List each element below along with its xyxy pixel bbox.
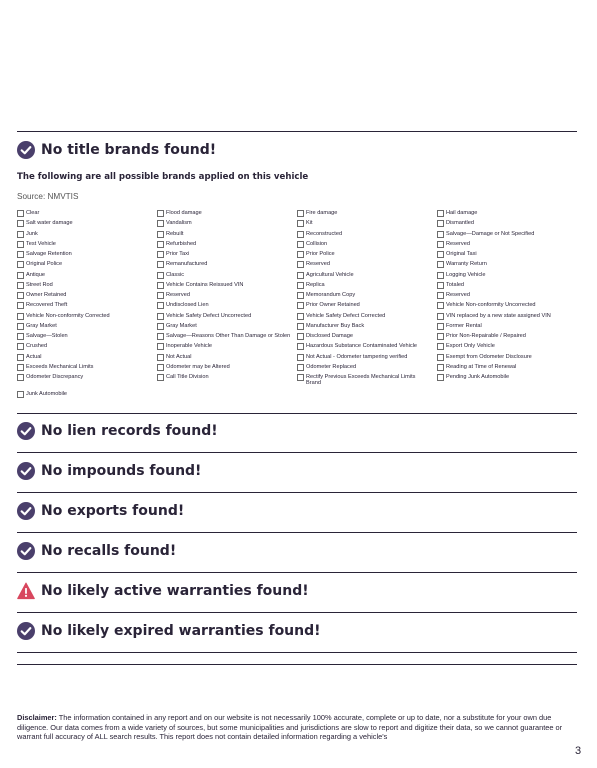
- checkbox-icon: [297, 364, 304, 371]
- brand-checkbox-item: [297, 354, 407, 361]
- brand-label: Undisclosed Lien: [166, 302, 209, 309]
- brand-label: Junk Automobile: [26, 391, 68, 397]
- brand-checkbox-item: [437, 210, 477, 217]
- brand-label: Former Rental: [446, 322, 482, 329]
- checkbox-icon: [437, 343, 444, 350]
- divider: [17, 664, 577, 665]
- brand-label: Call Title Division: [166, 374, 209, 380]
- divider: [17, 131, 577, 132]
- brand-checkbox-item: [17, 374, 83, 381]
- brand-label: Not Actual: [166, 353, 192, 360]
- brand-label: Vehicle Non-conformity Uncorrected: [446, 302, 536, 309]
- checkbox-icon: [157, 251, 164, 258]
- brand-label: Reconstructed: [306, 230, 343, 237]
- brand-label: Recovered Theft: [26, 302, 68, 309]
- brand-checkbox-item: [297, 251, 335, 258]
- checkbox-icon: [157, 292, 164, 299]
- checkbox-icon: [157, 354, 164, 361]
- brand-checkbox-item: [437, 220, 474, 227]
- brand-checkbox-item: [297, 364, 356, 371]
- checkbox-icon: [297, 251, 304, 258]
- brand-checkbox-item: [437, 261, 487, 268]
- brand-label: Clear: [26, 210, 40, 216]
- checkbox-icon: [17, 292, 24, 299]
- checkbox-icon: [157, 241, 164, 248]
- brand-label: Rebuilt: [166, 230, 184, 237]
- checkbox-icon: [157, 220, 164, 227]
- brand-label: Fire damage: [306, 210, 338, 216]
- brand-checkbox-item: [157, 272, 184, 279]
- checkbox-icon: [437, 364, 444, 371]
- brand-checkbox-item: [297, 282, 325, 289]
- brand-checkbox-item: [437, 251, 477, 258]
- check-circle-icon: [17, 622, 35, 640]
- brand-label: Crushed: [26, 343, 48, 350]
- brand-label: Reserved: [446, 240, 470, 247]
- checkbox-icon: [157, 261, 164, 268]
- brand-label: Hazardous Substance Contaminated Vehicle: [306, 343, 418, 350]
- brand-checkbox-item: [17, 343, 47, 350]
- brand-label: Not Actual - Odometer tampering verified: [306, 353, 408, 360]
- brand-checkbox-item: [17, 302, 67, 309]
- checkbox-icon: [437, 210, 444, 217]
- section-expired-warranties: [17, 620, 321, 642]
- checkbox-icon: [157, 323, 164, 330]
- brand-label: Prior Owner Retained: [306, 302, 360, 309]
- disclaimer-label: Disclaimer:: [17, 713, 57, 722]
- checkbox-icon: [437, 231, 444, 238]
- brand-checkbox-item: [17, 220, 73, 227]
- section-recalls: [17, 540, 176, 562]
- section-heading: No exports found!: [41, 503, 185, 519]
- brands-subheading: The following are all possible brands applied on this vehicle: [17, 172, 309, 182]
- brand-checkbox-item: [437, 364, 516, 371]
- checkbox-icon: [297, 292, 304, 299]
- brand-checkbox-item: [157, 251, 189, 258]
- brand-label: Disclosed Damage: [306, 333, 353, 339]
- brand-checkbox-item: [297, 333, 353, 340]
- checkbox-icon: [297, 241, 304, 248]
- brand-checkbox-item: [17, 251, 72, 258]
- checkbox-icon: [17, 241, 24, 248]
- brand-checkbox-item: [17, 241, 56, 248]
- brand-label: Remanufactured: [166, 261, 208, 268]
- brand-label: Rectify Previous Exceeds Mechanical Limits Brand: [306, 374, 416, 387]
- brand-checkbox-item: [297, 374, 431, 387]
- brand-checkbox-item: [437, 231, 534, 238]
- checkbox-icon: [17, 231, 24, 238]
- brand-checkbox-item: [157, 231, 183, 238]
- brand-checkbox-item: [157, 354, 192, 361]
- brand-label: Collision: [306, 240, 328, 247]
- brand-label: Classic: [166, 271, 185, 278]
- brand-label: Salt water damage: [26, 220, 73, 227]
- brand-label: Manufacturer Buy Back: [306, 322, 365, 329]
- brand-checkbox-item: [157, 292, 190, 299]
- page-number: 3: [575, 745, 582, 757]
- checkbox-icon: [17, 333, 24, 340]
- brand-checkbox-item: [17, 272, 45, 279]
- brand-label: Prior Police: [306, 251, 335, 257]
- brand-checkbox-item: [157, 261, 207, 268]
- section-heading: No recalls found!: [41, 543, 177, 559]
- divider: [17, 532, 577, 533]
- brand-checkbox-item: [157, 210, 202, 217]
- checkbox-icon: [17, 391, 24, 398]
- brand-checkbox-item: [437, 241, 470, 248]
- brand-label: Replica: [306, 281, 325, 288]
- checkbox-icon: [17, 272, 24, 279]
- brand-label: Street Rod: [26, 281, 53, 288]
- divider: [17, 492, 577, 493]
- checkbox-icon: [297, 323, 304, 330]
- brand-checkbox-item: [17, 364, 93, 371]
- brand-label: Gray Market: [166, 322, 197, 329]
- brand-label: Vehicle Non-conformity Corrected: [26, 312, 110, 319]
- brand-checkbox-item: [297, 241, 327, 248]
- brand-checkbox-item: [437, 333, 526, 340]
- brand-checkbox-item: [437, 292, 470, 299]
- checkbox-icon: [437, 333, 444, 340]
- brand-checkbox-item: [17, 210, 39, 217]
- divider: [17, 452, 577, 453]
- brand-label: Reserved: [446, 292, 470, 298]
- checkbox-icon: [17, 364, 24, 371]
- brand-checkbox-item: [437, 272, 486, 279]
- brands-source: Source: NMVTIS: [17, 192, 79, 201]
- brand-label: Vehicle Safety Defect Uncorrected: [166, 312, 252, 319]
- brand-checkbox-item: [17, 333, 68, 340]
- checkbox-icon: [297, 302, 304, 309]
- brand-checkbox-item: [17, 231, 38, 238]
- checkbox-icon: [157, 282, 164, 289]
- checkbox-icon: [157, 374, 164, 381]
- checkbox-icon: [297, 210, 304, 217]
- section-liens: [17, 420, 218, 442]
- divider: [17, 652, 577, 653]
- brand-label: Inoperable Vehicle: [166, 343, 213, 350]
- brand-label: Memorandum Copy: [306, 292, 356, 298]
- brand-label: Exempt from Odometer Disclosure: [446, 353, 532, 360]
- brand-checkbox-item: [297, 302, 360, 309]
- checkbox-icon: [297, 220, 304, 227]
- brand-label: Odometer Discrepancy: [26, 374, 84, 380]
- brand-label: Junk: [26, 230, 38, 237]
- brand-label: Hail damage: [446, 210, 478, 216]
- brand-label: Vandalism: [166, 220, 192, 227]
- brand-checkbox-item: [17, 282, 53, 289]
- checkbox-icon: [157, 302, 164, 309]
- checkbox-icon: [297, 313, 304, 320]
- brand-checkbox-item: [157, 323, 197, 330]
- checkbox-icon: [437, 354, 444, 361]
- checkbox-icon: [17, 313, 24, 320]
- brand-checkbox-item: [297, 292, 355, 299]
- brand-label: Totaled: [446, 281, 465, 288]
- divider: [17, 612, 577, 613]
- disclaimer: [17, 713, 567, 742]
- section-heading: No likely active warranties found!: [41, 583, 309, 599]
- check-circle-icon: [17, 542, 35, 560]
- brand-checkbox-item: [297, 220, 313, 227]
- brand-label: Prior Non-Repairable / Repaired: [446, 333, 526, 339]
- checkbox-icon: [437, 313, 444, 320]
- section-title-brands: [17, 139, 216, 161]
- checkbox-icon: [17, 343, 24, 350]
- brand-checkbox-item: [157, 220, 192, 227]
- checkbox-icon: [297, 354, 304, 361]
- brand-checkbox-item: [157, 241, 196, 248]
- brand-checkbox-item: [297, 210, 337, 217]
- brand-label: Flood damage: [166, 210, 202, 216]
- brand-checkbox-item: [437, 282, 464, 289]
- brand-label: Odometer may be Altered: [166, 363, 230, 370]
- brand-label: Salvage—Stolen: [26, 333, 68, 339]
- check-circle-icon: [17, 141, 35, 159]
- brand-label: Vehicle Safety Defect Corrected: [306, 312, 386, 319]
- checkbox-icon: [437, 272, 444, 279]
- brand-label: Antique: [26, 271, 45, 278]
- brand-checkbox-item: [17, 313, 110, 320]
- brand-label: Dismantled: [446, 220, 474, 227]
- brand-label: Reading at Time of Renewal: [446, 363, 517, 370]
- checkbox-icon: [17, 354, 24, 361]
- divider: [17, 413, 577, 414]
- brand-label: Odometer Replaced: [306, 363, 357, 370]
- brand-label: Reserved: [306, 261, 330, 268]
- brand-checkbox-item: [297, 323, 364, 330]
- brand-label: Prior Taxi: [166, 251, 190, 257]
- checkbox-icon: [437, 241, 444, 248]
- brand-label: VIN replaced by a new state assigned VIN: [446, 312, 551, 319]
- brand-checkbox-item: [157, 333, 290, 340]
- brand-label: Export Only Vehicle: [446, 343, 495, 350]
- check-circle-icon: [17, 502, 35, 520]
- brand-checkbox-item: [437, 302, 536, 309]
- brand-checkbox-item: [17, 323, 57, 330]
- checkbox-icon: [437, 251, 444, 258]
- checkbox-icon: [17, 251, 24, 258]
- checkbox-icon: [17, 374, 24, 381]
- checkbox-icon: [437, 374, 444, 381]
- checkbox-icon: [297, 261, 304, 268]
- checkbox-icon: [157, 364, 164, 371]
- brand-label: Salvage—Reasons Other Than Damage or Stolen: [166, 333, 291, 339]
- brand-checkbox-item: [17, 292, 66, 299]
- brand-label: Warranty Return: [446, 261, 487, 268]
- checkbox-icon: [437, 220, 444, 227]
- brand-label: Pending Junk Automobile: [446, 374, 510, 380]
- brand-checkbox-item: [437, 354, 532, 361]
- warning-triangle-icon: [17, 582, 35, 600]
- brand-label: Original Police: [26, 261, 63, 268]
- brand-label: Kit: [306, 220, 313, 227]
- brand-checkbox-item: [437, 323, 482, 330]
- checkbox-icon: [297, 333, 304, 340]
- divider: [17, 572, 577, 573]
- brand-label: Agricultural Vehicle: [306, 271, 354, 278]
- brand-checkbox-item: [297, 343, 417, 350]
- checkbox-icon: [17, 302, 24, 309]
- brand-checkbox-item: [297, 231, 342, 238]
- checkbox-icon: [297, 343, 304, 350]
- section-heading: No lien records found!: [41, 423, 218, 439]
- brand-label: Salvage—Damage or Not Specified: [446, 230, 535, 237]
- checkbox-icon: [157, 343, 164, 350]
- brand-label: Gray Market: [26, 322, 57, 329]
- brand-label: Vehicle Contains Reissued VIN: [166, 281, 244, 288]
- brand-checkbox-item: [17, 261, 62, 268]
- check-circle-icon: [17, 422, 35, 440]
- brand-checkbox-item: [437, 374, 509, 381]
- checkbox-icon: [437, 323, 444, 330]
- brand-checkbox-item: [157, 313, 251, 320]
- checkbox-icon: [437, 282, 444, 289]
- checkbox-icon: [157, 272, 164, 279]
- brand-label: Original Taxi: [446, 251, 477, 257]
- checkbox-icon: [437, 302, 444, 309]
- checkbox-icon: [297, 282, 304, 289]
- section-active-warranties: [17, 580, 309, 602]
- section-heading: No likely expired warranties found!: [41, 623, 321, 639]
- check-circle-icon: [17, 462, 35, 480]
- brand-checkbox-item: [17, 391, 67, 398]
- section-heading: No title brands found!: [41, 142, 217, 158]
- brand-checkbox-item: [157, 302, 209, 309]
- checkbox-icon: [157, 313, 164, 320]
- brand-label: Exceeds Mechanical Limits: [26, 363, 94, 370]
- checkbox-icon: [17, 323, 24, 330]
- checkbox-icon: [437, 261, 444, 268]
- brand-label: Owner Retained: [26, 292, 67, 298]
- brand-checkbox-item: [157, 374, 209, 381]
- brand-checkbox-item: [157, 364, 230, 371]
- brand-checkbox-item: [437, 313, 551, 320]
- brand-label: Test Vehicle: [26, 240, 56, 247]
- brand-label: Actual: [26, 353, 42, 360]
- brand-checkbox-item: [297, 261, 330, 268]
- brand-checkbox-item: [297, 272, 354, 279]
- checkbox-icon: [297, 374, 304, 381]
- checkbox-icon: [157, 333, 164, 340]
- section-impounds: [17, 460, 201, 482]
- checkbox-icon: [17, 210, 24, 217]
- brand-checkbox-item: [437, 343, 495, 350]
- brand-checkbox-item: [297, 313, 385, 320]
- checkbox-icon: [297, 231, 304, 238]
- brand-checkbox-item: [17, 354, 42, 361]
- brand-checkbox-item: [157, 282, 243, 289]
- brand-label: Reserved: [166, 292, 190, 298]
- brand-label: Refurbished: [166, 240, 197, 247]
- checkbox-icon: [157, 231, 164, 238]
- brand-label: Logging Vehicle: [446, 271, 486, 278]
- checkbox-icon: [157, 210, 164, 217]
- section-heading: No impounds found!: [41, 463, 202, 479]
- checkbox-icon: [17, 220, 24, 227]
- checkbox-icon: [17, 282, 24, 289]
- brand-label: Salvage Retention: [26, 251, 72, 257]
- checkbox-icon: [297, 272, 304, 279]
- brand-checkbox-item: [157, 343, 212, 350]
- checkbox-icon: [437, 292, 444, 299]
- section-exports: [17, 500, 184, 522]
- checkbox-icon: [17, 261, 24, 268]
- disclaimer-text: The information contained in any report and on our website is not necessarily 100% accurate, complete or up to date, nor a substitute for your own due diligence. Our data comes from a wide variety of sources, but some municipalities and jurisdictions are slow to report and digitize their data, so we cannot guarantee or warrant full accuracy of ALL search results. This report does not contain detailed information regarding a vehicle's: [17, 713, 563, 742]
